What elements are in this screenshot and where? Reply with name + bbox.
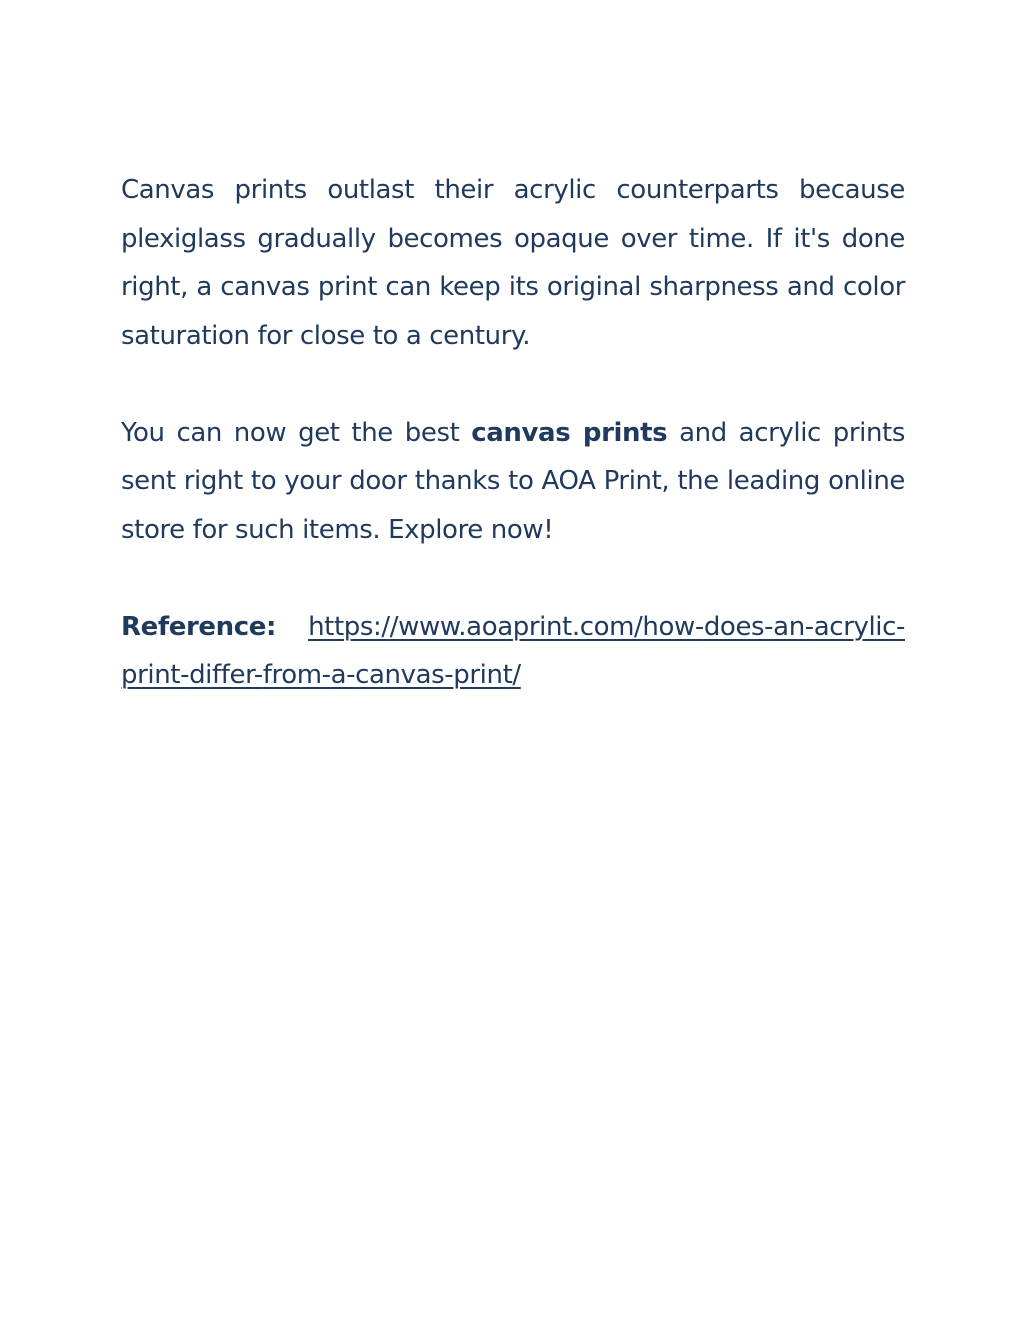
promotion-keyword: canvas prints	[471, 417, 668, 448]
reference-link[interactable]: https://www.aoaprint.com/how-does-an-acrylic-print-differ-from-a-canvas-print/	[121, 611, 905, 690]
promotion-text-start: You can now get the best	[121, 417, 472, 448]
paragraph-promotion	[121, 409, 905, 555]
promotion-text-end: and acrylic prints sent right to your door thanks to AOA Print, the leading online store for such items. Explore now!	[121, 417, 905, 545]
reference-line	[121, 603, 905, 700]
document-body	[121, 166, 905, 748]
paragraph-durability: Canvas prints outlast their acrylic counterparts because plexiglass gradually becomes opaque over time. If it's done right, a canvas print can keep its original sharpness and color saturation for close to a century.	[121, 175, 905, 351]
reference-label: Reference:	[121, 611, 277, 642]
